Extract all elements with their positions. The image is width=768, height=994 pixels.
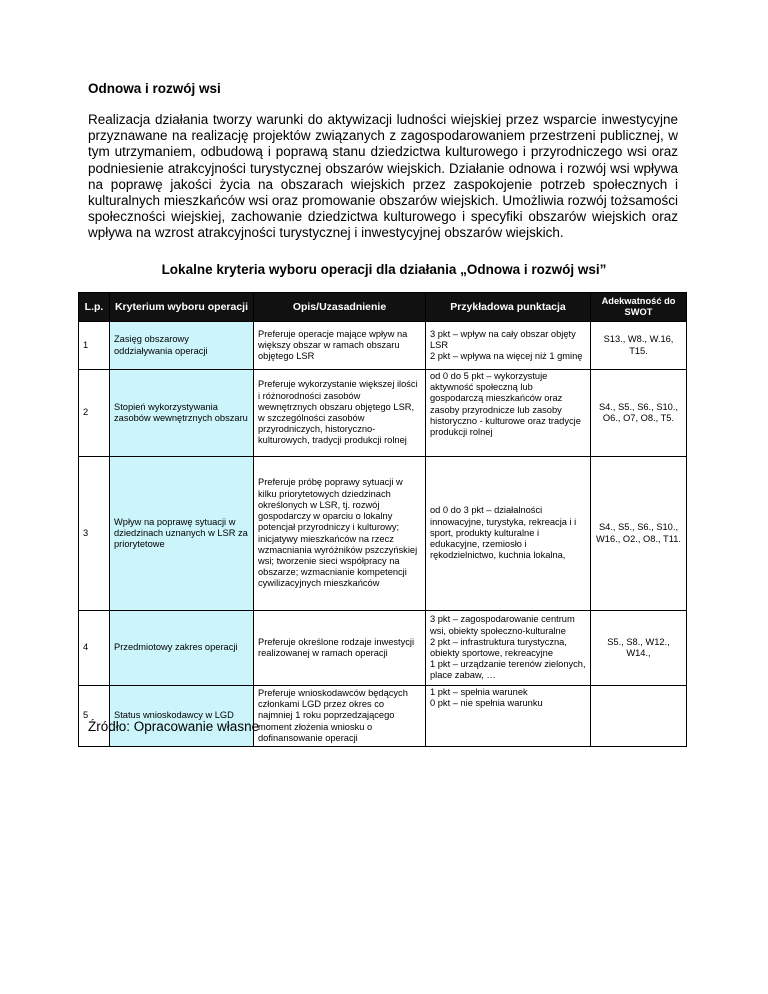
header-kryterium: Kryterium wyboru operacji	[110, 293, 254, 322]
table-row	[79, 686, 687, 747]
cell-swot: S4., S5., S6., S10., O6., O7, O8., T5.	[591, 370, 687, 457]
cell-kryterium: Stopień wykorzystywania zasobów wewnętrznych obszaru	[110, 370, 254, 457]
cell-swot: S13., W8., W.16, T15.	[591, 322, 687, 370]
criteria-table	[78, 292, 687, 747]
cell-swot	[591, 686, 687, 747]
cell-lp: 4	[79, 611, 110, 686]
cell-lp: 2	[79, 370, 110, 457]
cell-kryterium: Status wnioskodawcy w LGD	[110, 686, 254, 747]
cell-kryterium: Wpływ na poprawę sytuacji w dziedzinach uznanych w LSR za priorytetowe	[110, 457, 254, 611]
cell-lp: 3	[79, 457, 110, 611]
cell-opis: Preferuje wnioskodawców będących członkami LGD przez okres co najmniej 1 roku poprzedzającego moment złożenia wniosku o dofinansowanie operacji	[254, 686, 426, 747]
table-row	[79, 322, 687, 370]
cell-punktacja: od 0 do 3 pkt – działalności innowacyjne, turystyka, rekreacja i i sport, produkty kulturalne i edukacyjne, rzemiosło i rękodzielnictwo, kuchnia lokalna,	[426, 457, 591, 611]
cell-swot: S5., S8., W12., W14.,	[591, 611, 687, 686]
section-heading: Odnowa i rozwój wsi	[88, 81, 221, 96]
cell-punktacja: 1 pkt – spełnia warunek 0 pkt – nie spełnia warunku	[426, 686, 591, 747]
cell-kryterium: Zasięg obszarowy oddziaływania operacji	[110, 322, 254, 370]
cell-lp: 5	[79, 686, 110, 747]
table-row	[79, 370, 687, 457]
source-note: Źródło: Opracowanie własne	[88, 719, 260, 734]
cell-opis: Preferuje określone rodzaje inwestycji realizowanej w ramach operacji	[254, 611, 426, 686]
cell-opis: Preferuje próbę poprawy sytuacji w kilku priorytetowych dziedzinach określonych w LSR, tj. rozwój gospodarczy w oparciu o lokalny potencjał przyrodniczy i kulturowy; inicjatywy mieszkańców na rzecz wzmacniania wyróżników pszczyńskiej wsi; tworzenie sieci współpracy na obszarze; wzmacnianie kompetencji cywilizacyjnych mieszkańców	[254, 457, 426, 611]
cell-opis: Preferuje operacje mające wpływ na większy obszar w ramach obszaru objętego LSR	[254, 322, 426, 370]
table-row	[79, 457, 687, 611]
cell-punktacja: od 0 do 5 pkt – wykorzystuje aktywność społeczną lub gospodarczą mieszkańców oraz zasoby przyrodnicze lub zasoby historyczno - kulturowe oraz tradycje produkcji rolnej	[426, 370, 591, 457]
table-title: Lokalne kryteria wyboru operacji dla działania „Odnowa i rozwój wsi”	[161, 262, 607, 277]
table-row	[79, 611, 687, 686]
cell-punktacja: 3 pkt – wpływ na cały obszar objęty LSR 2 pkt – wpływa na więcej niż 1 gminę	[426, 322, 591, 370]
header-opis: Opis/Uzasadnienie	[254, 293, 426, 322]
header-swot: Adekwatność do SWOT	[591, 293, 687, 322]
cell-opis: Preferuje wykorzystanie większej ilości i różnorodności zasobów wewnętrznych obszaru objętego LSR, w szczególności zasobów przyrodniczych, historyczno-kulturowych, tradycji produkcji rolnej	[254, 370, 426, 457]
header-punktacja: Przykładowa punktacja	[426, 293, 591, 322]
cell-kryterium: Przedmiotowy zakres operacji	[110, 611, 254, 686]
intro-paragraph: Realizacja działania tworzy warunki do aktywizacji ludności wiejskiej przez wsparcie inwestycyjne przyznawane na realizację projektów związanych z zagospodarowaniem przestrzeni publicznej, w tym utrzymaniem, odbudową i poprawą stanu dziedzictwa kulturowego i przyrodniczego wsi oraz podniesienie atrakcyjności turystycznej obszarów wiejskich. Działanie odnowa i rozwój wsi wpływa na poprawę jakości życia na obszarach wiejskich przez zaspokojenie potrzeb społecznych i kulturalnych mieszkańców wsi oraz promowanie obszarów wiejskich. Umożliwia rozwój tożsamości społeczności wiejskiej, zachowanie dziedzictwa kulturowego i specyfiki obszarów wiejskich oraz wpływa na wzrost atrakcyjności turystycznej i inwestycyjnej obszarów wiejskich.	[88, 112, 678, 241]
table-header-row	[79, 293, 687, 322]
cell-swot: S4., S5., S6., S10., W16., O2., O8., T11.	[591, 457, 687, 611]
header-lp: L.p.	[79, 293, 110, 322]
cell-punktacja: 3 pkt – zagospodarowanie centrum wsi, obiekty społeczno-kulturalne 2 pkt – infrastruktura turystyczna, obiekty sportowe, rekreacyjne 1 pkt – urządzanie terenów zielonych, place zabaw, …	[426, 611, 591, 686]
cell-lp: 1	[79, 322, 110, 370]
